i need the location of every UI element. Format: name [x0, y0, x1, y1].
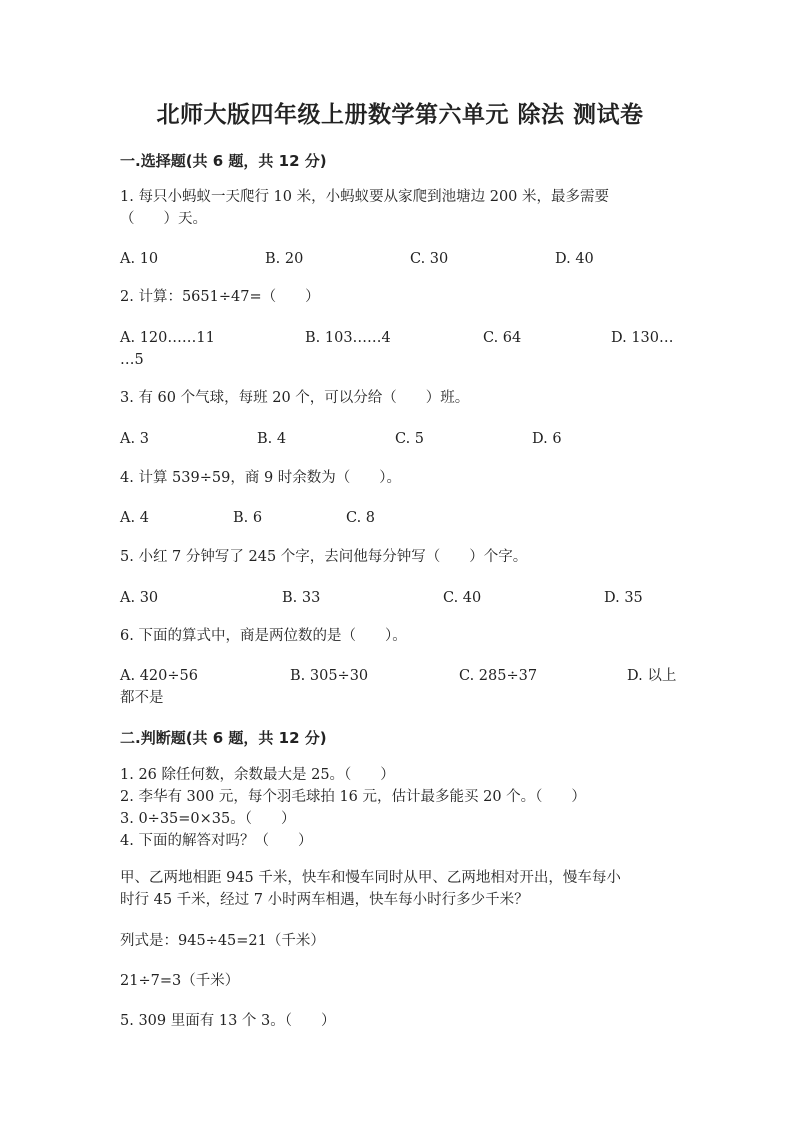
page-title: 北师大版四年级上册数学第六单元 除法 测试卷: [156, 102, 644, 128]
q3-option-b: B. 4: [257, 431, 287, 447]
q4-option-c: C. 8: [346, 510, 376, 526]
question-2: 2. 计算：5651÷47=（ ）: [120, 289, 320, 305]
q4-option-a: A. 4: [120, 510, 149, 526]
q5-option-d: D. 35: [604, 590, 643, 606]
q1-option-d: D. 40: [555, 251, 594, 267]
question-6: 6. 下面的算式中，商是两位数的是（ ）。: [120, 628, 407, 644]
judge-item-4: 4. 下面的解答对吗？（ ）: [120, 833, 313, 849]
q5-option-b: B. 33: [282, 590, 321, 606]
word-problem-line-1: 甲、乙两地相距 945 千米，快车和慢车同时从甲、乙两地相对开出，慢车每小: [120, 870, 621, 886]
q1-option-a: A. 10: [120, 251, 159, 267]
question-3: 3. 有 60 个气球，每班 20 个，可以分给（ ）班。: [120, 390, 470, 406]
q5-option-c: C. 40: [443, 590, 482, 606]
solution-line-1: 列式是：945÷45=21（千米）: [120, 933, 325, 949]
q1-option-c: C. 30: [410, 251, 449, 267]
q3-option-d: D. 6: [532, 431, 562, 447]
question-5: 5. 小红 7 分钟写了 245 个字，去问他每分钟写（ ）个字。: [120, 549, 528, 565]
q3-option-a: A. 3: [120, 431, 149, 447]
q2-option-a: A. 120……11: [120, 330, 215, 346]
section-heading-choice: 一.选择题(共 6 题，共 12 分): [120, 152, 327, 170]
solution-line-2: 21÷7=3（千米）: [120, 973, 240, 989]
judge-item-3: 3. 0÷35=0×35。（ ）: [120, 811, 296, 827]
question-4: 4. 计算 539÷59，商 9 时余数为（ ）。: [120, 470, 402, 486]
judge-item-1: 1. 26 除任何数，余数最大是 25。（ ）: [120, 767, 395, 783]
q5-option-a: A. 30: [120, 590, 159, 606]
q2-option-d: D. 130…: [611, 330, 674, 346]
judge-item-2: 2. 李华有 300 元，每个羽毛球拍 16 元，估计最多能买 20 个。（ ）: [120, 789, 586, 805]
word-problem-line-2: 时行 45 千米，经过 7 小时两车相遇，快车每小时行多少千米？: [120, 892, 529, 908]
q6-option-c: C. 285÷37: [459, 668, 538, 684]
q2-option-c: C. 64: [483, 330, 522, 346]
question-1-line-1: 1. 每只小蚂蚁一天爬行 10 米，小蚂蚁要从家爬到池塘边 200 米，最多需要: [120, 189, 610, 205]
q6-option-a: A. 420÷56: [120, 668, 198, 684]
judge-item-5: 5. 309 里面有 13 个 3。（ ）: [120, 1013, 336, 1029]
q1-option-b: B. 20: [265, 251, 304, 267]
q2-option-b: B. 103……4: [305, 330, 391, 346]
q3-option-c: C. 5: [395, 431, 425, 447]
q4-option-b: B. 6: [233, 510, 263, 526]
q6-option-d-wrap: 都不是: [120, 690, 164, 706]
q6-option-b: B. 305÷30: [290, 668, 369, 684]
q2-option-d-wrap: …5: [120, 352, 144, 368]
question-1-line-2: （ ）天。: [120, 211, 207, 227]
section-heading-judgement: 二.判断题(共 6 题，共 12 分): [120, 729, 327, 747]
q6-option-d: D. 以上: [627, 668, 677, 684]
